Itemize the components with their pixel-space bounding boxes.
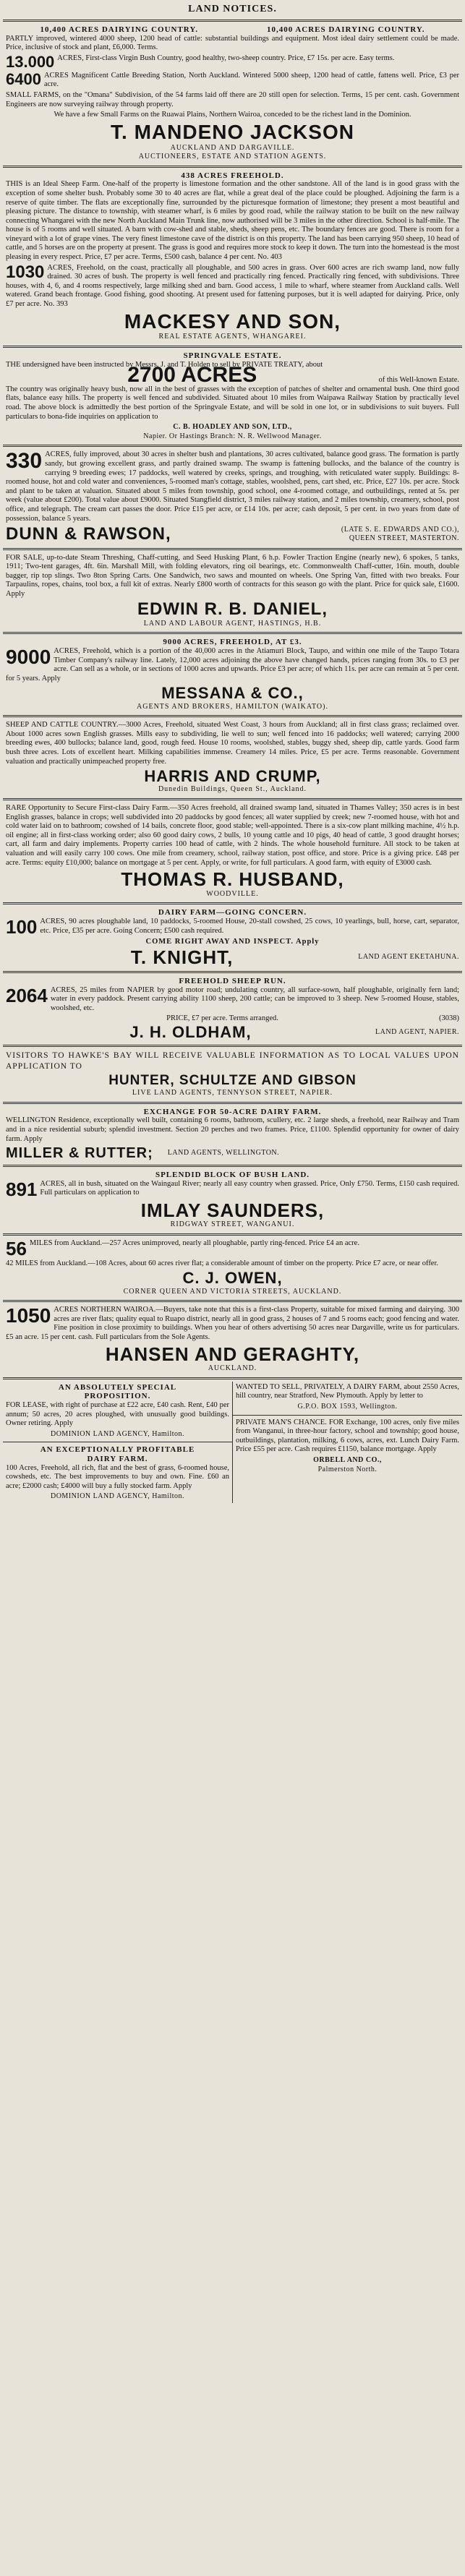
knight-role: LAND AGENT EKETAHUNA. [358,952,459,961]
ad-harris-crump [3,719,462,796]
divider [233,1415,462,1416]
acres-330-number: 330 [6,449,43,474]
ad-hunter [3,1049,462,1099]
small-ads-grid [3,1382,462,1503]
abs-heading-1: AN ABSOLUTELY SPECIAL [58,1382,177,1392]
springvale-intro: THE undersigned have been instructed by Messrs. J. and T. Holden to sell by PRIVATE TREATY, about [6,360,323,369]
miles-56-text: MILES from Auckland.—257 Acres unimproved, nearly all ploughable, partly ring-fenced. Price £4 an acre. [29,1238,359,1247]
ad-daniel [3,552,462,630]
divider [3,166,462,168]
ruawai-text: We have a few Small Farms on the Ruawai Plains, Northern Wairoa, conceded to be the richest land in the Dominion. [54,111,411,119]
dunn-agent-name: DUNN & RAWSON, [6,524,171,544]
hansen-agent-name: HANSEN AND GERAGHTY, [105,1343,360,1365]
private-text: PRIVATE MAN'S CHANCE. FOR Exchange, 100 acres, only five miles from Wanganui, in three-hour factory, school and township; good house, outbuildings, plantation, milking, 6 cows, acres, ext. Lunch Dairy Farm. Price £55 per acre. Cash requires £1150, balance mortgage. Apply [236,1418,459,1454]
acres-330-para [6,450,459,523]
divider [3,1102,462,1104]
hunter-agent-name: HUNTER, SCHULTZE AND GIBSON [108,1073,357,1089]
dairying-headline-right: 10,400 ACRES DAIRYING COUNTRY. [266,25,425,34]
miller-agent-name: MILLER & RUTTER; [6,1145,153,1162]
ad-knight [3,907,462,969]
springvale-of: of this Well-known Estate. [378,376,459,385]
ad-wanted-to-sell [233,1382,462,1413]
ad-oldham [3,975,462,1043]
divider [3,548,462,550]
springvale-place: Napier. Or Hastings Branch: N. R. Wellwood Manager. [143,432,322,440]
knight-agent-name: T. KNIGHT, [130,946,234,968]
divider [3,1300,462,1302]
dairy-going-heading: DAIRY FARM—GOING CONCERN. [158,908,307,917]
ad-imlay [3,1169,462,1231]
acres-13000-text: ACRES, First-class Virgin Bush Country, good healthy, two-sheep country. Price, £7 15s. per acre. Easy terms. [57,54,395,62]
private-agent: ORBELL AND CO., [313,1455,382,1464]
land-notices-page [3,0,462,1503]
divider [3,1377,462,1379]
springvale-agent: C. B. HOADLEY AND SON, LTD., [173,423,292,432]
miles-42-text: 42 MILES from Auckland.—108 Acres, about 60 acres river flat; a considerable amount of timber on the property. Price £7 acre, or near offer. [6,1259,439,1267]
divider [3,346,462,348]
acres-2064-number-ref: (3038) [439,1014,459,1023]
acres-2064-text: ACRES, 25 miles from NAPIER by good motor road; undulating country, all surface-sown, half ploughable, originally fern land; water in every paddock. Present carrying ability 1100 sheep, 200 cattle; can be improved to 3 sheep. New 5-roomed House, stables, woolshed, etc. [50,985,459,1012]
ad-absolutely-special [3,1382,232,1441]
divider [3,1233,462,1236]
divider [3,798,462,800]
acres-13000-para [6,54,459,70]
dairying-headline-left: 10,400 ACRES DAIRYING COUNTRY. [40,25,199,34]
divider [3,445,462,447]
acres-100-para [6,917,459,936]
exchange-heading: EXCHANGE FOR 50-ACRE DAIRY FARM. [143,1107,322,1116]
divider [3,1165,462,1167]
divider [3,1045,462,1047]
wanted-text: WANTED TO SELL, PRIVATELY, A DAIRY FARM, about 2550 Acres, hill country, near Stratford, New Plymouth. Apply by letter to [236,1382,459,1400]
knight-agent-row [6,947,459,968]
harris-agent-name: HARRIS AND CRUMP, [144,767,321,786]
splendid-heading: SPLENDID BLOCK OF BUSH LAND. [155,1171,310,1180]
husband-place: WOODVILLE. [206,889,259,898]
wanted-box: G.P.O. BOX 1593, Wellington. [297,1403,398,1411]
divider [3,902,462,904]
mandeno-agent-name: T. MANDENO JACKSON [111,120,354,143]
daniel-agent-name: EDWIN R. B. DANIEL, [137,599,328,620]
hunter-role: LIVE LAND AGENTS, TENNYSON STREET, NAPIER. [132,1089,333,1097]
ad-messana [3,636,462,713]
owen-agent-name: C. J. OWEN, [182,1269,283,1288]
freehold-sheep-heading: FREEHOLD SHEEP RUN. [179,977,286,986]
messana-role: AGENTS AND BROKERS, HAMILTON (WAIKATO). [137,702,328,711]
ad-springvale [3,350,462,442]
mackesy-agent-name: MACKESY AND SON, [124,309,341,333]
divider [3,971,462,973]
owen-role: CORNER QUEEN AND VICTORIA STREETS, AUCKLAND. [123,1287,342,1296]
oldham-agent-name: J. H. OLDHAM, [129,1023,252,1042]
dunn-sub-1: (LATE S. E. EDWARDS AND CO.), [341,525,459,534]
acres-9000-para [6,647,459,683]
except-agent: DOMINION LAND AGENCY, Hamilton. [50,1492,185,1501]
ad-exceptionally-profitable [3,1444,232,1503]
dunn-agent-row [6,525,459,544]
ad-private-chance [233,1417,462,1476]
divider [3,715,462,717]
ad-mackesy [3,170,462,343]
abs-heading-2: PROPOSITION. [84,1392,151,1401]
sheep-cattle-text: SHEEP AND CATTLE COUNTRY.—3000 Acres, Freehold, situated West Coast, 3 hours from Auckland; all in first class grass; reclaimed over. About 1000 acres sown English grasses. Mills easy to subdividing, lie well to sun; well fenced into 16 paddocks; well watered; carrying 2000 breeding ewes, 400 bullocks; balance land, good, rough feed. House 10 rooms, woolshed, stables, buggy shed, sheep dip, cattle yards. Good farm bush three acres. Lots of excellent heart. Milking capabilities immense. Creamery 14 miles. Price, £5 per acre. Terms reasonable. Government valuation and practically unimpeached property free. [6,721,459,766]
acres-2064-price: PRICE, £7 per acre. Terms arranged. [166,1014,278,1023]
husband-agent-name: THOMAS R. HUSBAND, [121,868,344,891]
except-text: 100 Acres, Freehold, all rich, flat and the best of grass, 6-roomed house, cowsheds, etc. The best improvements to buy and own. Fine. £60 an acre; £2000 cash; £4000 will buy a fully stocked farm. Apply [6,1463,229,1490]
miller-agent-row [6,1145,459,1161]
except-heading-1: AN EXCEPTIONALLY PROFITABLE [40,1445,195,1455]
forsale-text: FOR SALE, up-to-date Steam Threshing, Chaff-cutting, and Seed Husking Plant, 6 h.p. Fowler Traction Engine (nearly new), 6 spokes, 5 tanks, 1911; Two-tent garages, 4ft. 6in. Marshall Mill, with folding elevators, ring oil bearings, etc. Commonwealth Chaff-cutter, 16in. mouth, double bagger, rip top slings. Two 8ton Spring Carts. One Sandwich, two saws and mounted on wheels. One Spring Van, fitted with two breaks. Four Tarpaulins, ropes, chains, tool box, a full kit of extras. Nearly £800 worth of contracts for this season go with the plant. Price for quick sale, £1600. Apply [6,553,459,598]
acres-100-number: 100 [6,915,38,938]
ad-owen [3,1238,462,1298]
dairying-headline-row [6,25,459,35]
acres-6400-text: ACRES Magnificent Cattle Breeding Station, North Auckland. Wintered 5000 sheep, 1200 head of cattle, fattens well. Price, £3 per acre. [43,71,459,89]
springvale-text: The country was originally heavy bush, now all in the best of grasses with the exception of patches of shelter and ornamental bush. One third good flats, balance easy hills. The property is well fenced and subdivided. Situated about 10 miles from Waipawa Railway Station by practically level road. The above block is admittedly the best portion of the Springvale Estate, and will be sold in one lot, or in subdivisions to suit buyers. Full particulars to bona-fide inquiries on application to [6,385,459,421]
abs-agent: DOMINION LAND AGENCY, Hamilton. [50,1429,185,1438]
acres-891-number: 891 [6,1178,38,1200]
acres-100-text: ACRES, 90 acres ploughable land, 10 paddocks, 5-roomed House, 20-stall cowshed, 25 cows, 10 yearlings, bull, horse, cart, separator, etc. Price, £35 per acre. Going Concern; £500 cash required. [40,917,459,935]
acres-891-text: ACRES, all in bush, situated on the Waingaul River; nearly all easy country when grassed. Price, Only £750. Terms, £150 cash required. Full particulars on application to [40,1179,459,1197]
acres-13000-number: 13.000 [6,52,55,71]
acres-1030-number: 1030 [6,262,45,282]
acres-9000-number: 9000 [6,646,51,669]
small-ads-left-column [3,1382,232,1503]
freehold-438-text: THIS is an Ideal Sheep Farm. One-half of the property is limestone formation and the other sandstone. All of the land is in good grass with the exception of some shelter bush. Probably some 30 to 40 acres are flat, while a great deal of the place could be ploughed. Adjoining the farm is a reserve of quite timber. The flats are exceptionally fine, surrounded by the picturesque formation of limestone; they present a most beautiful and pleasing picture. The distance to township, with steamer wharf, is 6 miles by good road, while the railway station to be built on the new railway connecting Whangarei with the new North Auckland Main Trunk line, now authorised will be 3 miles in the other direction. School is half-mile. The house is of 5 rooms and well situated. A barn with cow-shed and stable, sheds, sheep pens, etc. The boundary fences are good. There is room for a vineyard with a lot of grape vines. The very finest limestone cave of the district is on this property. The land has been carrying 950 sheep, 10 head of cattle, and 5 horses are on the property at present. The grass is good and requires more stock to keep it down. The turn into the homestead is the most pleasing in every respect. Price, £7 per acre. Terms, £500 cash, balance 4 per cent. No. 403 [6,180,459,262]
oldham-role: LAND AGENT, NAPIER. [375,1027,459,1036]
mandeno-place: AUCKLAND AND DARGAVILLE. [170,143,295,152]
freehold-9000-heading: 9000 ACRES, FREEHOLD, AT £3. [163,638,302,647]
ad-husband [3,803,462,900]
freehold-438-heading: 438 ACRES FREEHOLD. [181,171,284,180]
ad-hansen [3,1304,462,1375]
miller-role: LAND AGENTS, WELLINGTON. [167,1148,280,1157]
harris-role: Dunedin Buildings, Queen St., Auckland. [158,785,307,794]
acres-330-text: ACRES, fully improved, about 30 acres in shelter bush and plantations, 30 acres cultivated, balance good grass. The formation is partly sandy, but growing excellent grass, and partly drained swamp. The swamp is fattening bullocks, and the balance of the country is carrying 9 breeding ewes; 17 paddocks, well watered by creeks, springs, and troughing, with reticulated water supply. Buildings: 8-roomed house, hot and cold water and conveniences, 5-roomed man's cottage, stables, woolshed, pens, cart shed, etc. Price, £27 10s. per acre. Stock and plant to be taken at valuation. Situated about 5 miles from township, good school, one 4-roomed cottage, and outbuildings, rented at 5s. per week (value about £200). Total value about £9000. Situated Stangfield district, 3 miles railway station, and 2 miles township, creamery, school, post office, and telegraph. The cream cart passes the door. Price £15 per acre, or £14 10s. per acre; cash deposit, 5 per cent. in two years from date of possession, balance 5 years. [6,450,459,523]
dunn-agent-sub [171,526,459,544]
springvale-acres: 2700 ACRES [127,363,257,388]
mackesy-role: REAL ESTATE AGENTS, WHANGAREI. [158,333,307,341]
acres-2064-number: 2064 [6,984,48,1006]
acres-2064-para [6,986,459,1014]
dunn-sub-2: QUEEN STREET, MASTERTON. [349,534,459,543]
acres-1050-text: ACRES NORTHERN WAIROA.—Buyers, take note that this is a first-class Property, suitable for mixed farming and dairying. 300 acres are river flats; quality equal to Ruapo district, nearly all in good grass, 2 houses of 7 and 5 rooms each; good fencing and water. Fine position in close proximity to buildings. When you hear of others advertising 50 acres near Dargaville, write us for particulars. £5 an acre. 15 per cent. cash. Full particulars from the Sole Agents. [6,1306,459,1342]
abs-text: FOR LEASE, with right of purchase at £22 acre, £40 cash. Rent, £40 per annum; 50 acres, 20 acres ploughed, with unusually good buildings. Owner retiring. Apply [6,1401,229,1428]
springvale-heading: SPRINGVALE ESTATE. [183,351,282,361]
ad-miller-rutter [3,1106,462,1163]
mandeno-role: AUCTIONEERS, ESTATE AND STATION AGENTS. [138,153,327,161]
acres-6400-para [6,69,459,90]
acres-1030-para [6,264,459,309]
visitors-text: VISITORS TO HAWKE'S BAY WILL RECEIVE VALUABLE INFORMATION AS TO LOCAL VALUES UPON APPLICATION TO [6,1051,459,1071]
small-ads-right-column [232,1382,462,1503]
acres-6400-number: 6400 [6,69,41,88]
omana-text: SMALL FARMS, on the "Omana" Subdivision, of the 54 farms laid off there are 20 still open for selection. Terms, 15 per cent. cash. Government Engineers are now surveying railway through property. [6,90,459,108]
ad-mandeno-jackson [3,24,462,163]
private-place: Palmerston North. [317,1465,377,1473]
rare-text: RARE Opportunity to Secure First-class Dairy Farm.—350 Acres freehold, all drained swamp land, situated in Thames Valley; 350 acres is in best English grasses, balance in crops; well subdivided into 20 paddocks by good fences; all water supplied by creek; new 7-roomed house, with hot and cold water laid on to bathroom; cowshed of 14 bails, concrete floor, good stable; well-appointed. There is a six-cow plant milking machine, 4½ h.p. oil engine; all in first-class working order; also 60 good dairy cows, 2 bulls, 10 young cattle and 10 pigs, 40 head of cattle, 3 good draught horses; cart, all farm and dairy implements. Property carries 100 head of cattle, with 2 hinds. The whole household furniture. All stock to be taken at valuation and will easily carry 100 cows. One mile from creamery, school, railway station, post office, and store. Price is a giving price. £48 per acre. Terms: equity £10,000; balance on mortgage at 5 per cent. Apply, or write, for full particulars. A good farm, with equity of £3000 cash. [6,803,459,867]
acres-100-inspect: COME RIGHT AWAY AND INSPECT. Apply [145,937,320,946]
miles-56-para [6,1239,459,1258]
imlay-role: RIDGWAY STREET, WANGANUI. [170,1220,295,1229]
divider [3,632,462,634]
acres-1030-text: ACRES, Freehold, on the coast, practically all ploughable, and 500 acres in grass. Over 600 acres are rich swamp land, now fully drained. 30 acres of bush. The property is well fenced and practically ring fenced. Practically ring fenced, with subdivisions. Three houses, with 4, 6, and 4 rooms respectively, large milking shed and barn. Good access, 1 mile to wharf, where steamer from Auckland calls. Well watered. Grand beach frontage. Good fishing, good shooting. At present used for fattening purposes, but it is well adapted for dairying. Price, only £7 per acre. No. 393 [6,263,459,309]
miles-56-number: 56 [6,1237,27,1259]
acres-1050-para [6,1306,459,1342]
oldham-agent-row [6,1024,459,1041]
messana-agent-name: MESSANA & CO., [161,684,304,703]
ad-dunn-rawson [3,449,462,545]
daniel-sub: LAND AND LABOUR AGENT, HASTINGS, H.B. [143,619,322,628]
except-heading-2: DAIRY FARM. [87,1454,148,1463]
page-title: LAND NOTICES. [188,4,277,14]
acres-9000-text: ACRES, Freehold, which is a portion of the 40,000 acres in the Atiamuri Block, Taupo, and within one mile of the Taupo Totara Timber Company's railway line. Lately, 12,000 acres adjoining the above have changed hands, prices ranging from 30s. to £3 per acre. Can sell as a whole, or in sections of 1000 acres and upwards. Price £3 per acre; of which 11s. per acre can remain at 5 per cent. for 5 years. Apply [6,647,459,682]
divider [3,20,462,22]
exchange-text: WELLINGTON Residence, exceptionally well built, containing 6 rooms, bathroom, scullery, etc. 2 large sheds, a freehold, near Railway and Tram and in a nice residential suburb; splendid investment. Section 20 perches and two frames. Price, £1100. Splendid opportunity for owner of dairy farm. Apply [6,1116,459,1143]
partly-improved-text: PARTLY improved, wintered 4000 sheep, 1200 head of cattle: substantial buildings and equipment. Most ideal dairy settlement could be made. Price, inclusive of stock and plant, £6,000. Terms. [6,34,459,52]
acres-891-para [6,1180,459,1199]
imlay-agent-name: IMLAY SAUNDERS, [140,1199,325,1221]
hansen-role: AUCKLAND. [208,1364,257,1373]
acres-1050-number: 1050 [6,1304,51,1327]
